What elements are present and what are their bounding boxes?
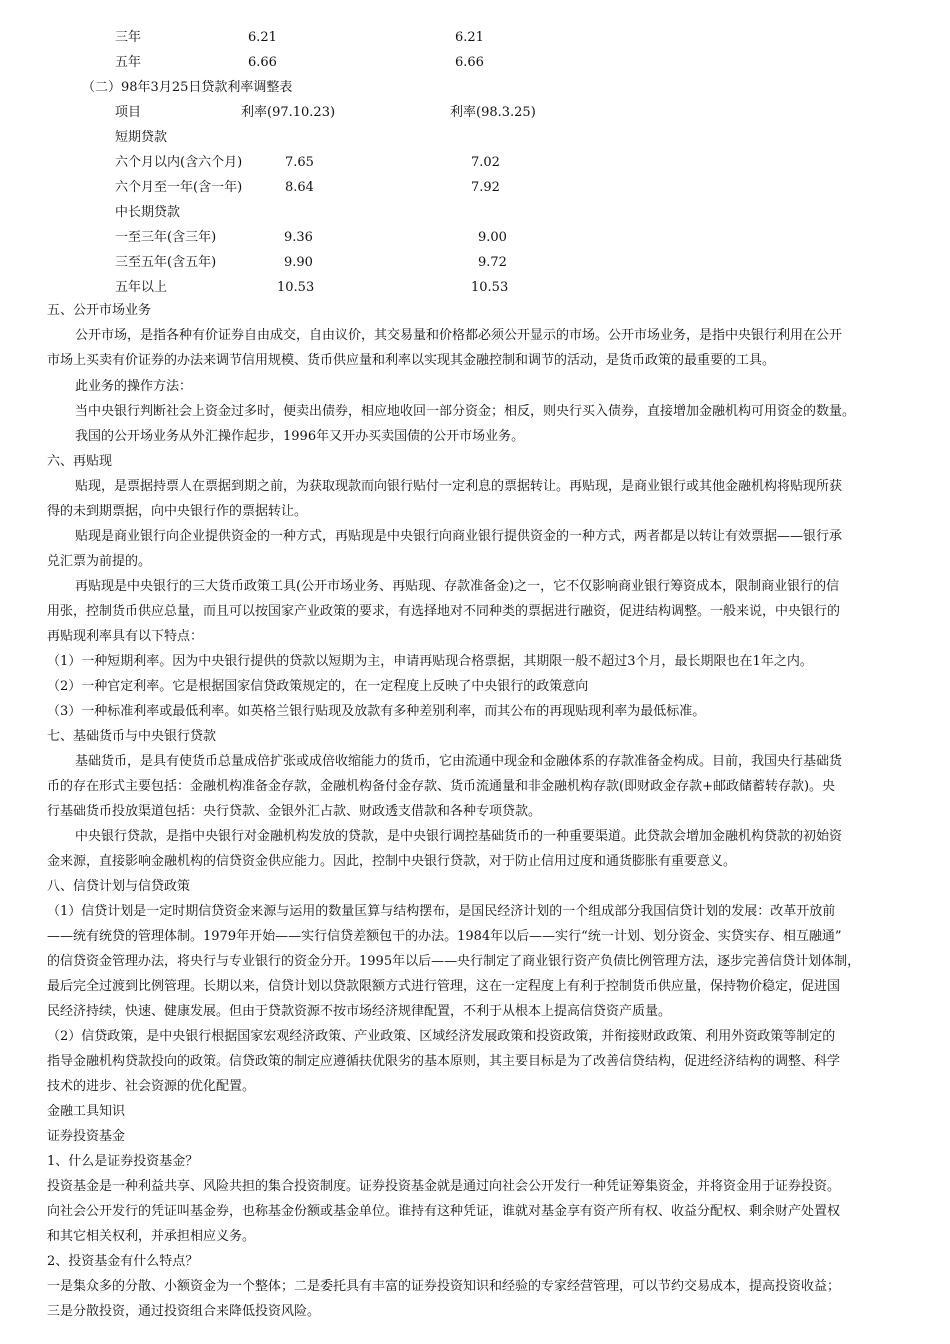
paragraph-line: 投资基金是一种利益共享、风险共担的集合投资制度。证券投资基金就是通过向社会公开发行一种凭证筹集资金，并将资金用于证券投资。 xyxy=(47,1179,841,1194)
table-caption: （二）98年3月25日贷款利率调整表 xyxy=(82,80,293,95)
paragraph-line: 我国的公开场业务从外汇操作起步，1996年又开办买卖国债的公开市场业务。 xyxy=(75,429,525,444)
section-heading: 金融工具知识 xyxy=(47,1104,126,1119)
paragraph-line: 币的存在形式主要包括：金融机构准备金存款，金融机构备付金存款、货币流通量和非金融机构存款(即财政金存款+邮政储蓄转存款)。央 xyxy=(47,779,836,794)
table-cell-term: 一至三年(含三年) xyxy=(115,230,217,245)
paragraph-line: 中央银行贷款，是指中央银行对金融机构发放的贷款，是中央银行调控基础货币的一种重要渠道。此贷款会增加金融机构贷款的初始资 xyxy=(75,829,843,844)
table-cell-term: 三至五年(含五年) xyxy=(115,255,217,270)
table-cell-old-rate: 8.64 xyxy=(285,180,314,195)
table-cell-old-rate: 7.65 xyxy=(285,155,314,170)
table-header-item: 项目 xyxy=(115,105,142,120)
list-item: （1）信贷计划是一定时期信贷资金来源与运用的数量匡算与结构摆布，是国民经济计划的一个组成部分我国信贷计划的发展：改革开放前 xyxy=(47,904,836,919)
table-group-label: 中长期贷款 xyxy=(115,205,181,220)
table-cell-new-rate: 7.92 xyxy=(471,180,500,195)
paragraph-line: 三是分散投资，通过投资组合来降低投资风险。 xyxy=(47,1304,321,1319)
list-item: （2）信贷政策，是中央银行根据国家宏观经济政策、产业政策、区域经济发展政策和投资政策，并衔接财政政策、利用外资政策等制定的 xyxy=(47,1029,836,1044)
table-cell-new-rate: 9.72 xyxy=(478,255,507,270)
paragraph-line: 贴现，是票据持票人在票据到期之前，为获取现款而向银行贴付一定利息的票据转让。再贴现，是商业银行或其他金融机构将贴现所获 xyxy=(75,479,843,494)
paragraph-line: 再贴现是中央银行的三大货币政策工具(公开市场业务、再贴现、存款准备金)之一，它不仅影响商业银行筹资成本，限制商业银行的信 xyxy=(75,579,840,594)
paragraph-line: 此业务的操作方法： xyxy=(75,379,193,394)
paragraph-line: 用张，控制货币供应总量，而且可以按国家产业政策的要求，有选择地对不同种类的票据进行融资，促进结构调整。一般来说，中央银行的 xyxy=(47,604,841,619)
table-cell-new-rate: 6.66 xyxy=(455,55,484,70)
paragraph-line: 金来源，直接影响金融机构的信贷资金供应能力。因此，控制中央银行贷款，对于防止信用过度和通货膨胀有重要意义。 xyxy=(47,854,737,869)
table-cell-term: 五年 xyxy=(115,55,142,70)
paragraph-line: 向社会公开发行的凭证叫基金券，也称基金份额或基金单位。谁持有这种凭证，谁就对基金享有资产所有权、收益分配权、剩余财产处置权 xyxy=(47,1204,841,1219)
table-cell-old-rate: 9.36 xyxy=(284,230,313,245)
section-heading: 五、公开市场业务 xyxy=(47,303,152,318)
section-heading: 八、信贷计划与信贷政策 xyxy=(47,879,191,894)
table-cell-new-rate: 10.53 xyxy=(471,280,509,295)
table-cell-term: 五年以上 xyxy=(115,280,168,295)
list-item: （2）一种官定利率。它是根据国家信贷政策规定的，在一定程度上反映了中央银行的政策意向 xyxy=(47,679,589,694)
paragraph-line: 兑汇票为前提的。 xyxy=(47,554,152,569)
section-heading: 六、再贴现 xyxy=(47,454,113,469)
table-header-new-rate: 利率(98.3.25) xyxy=(450,105,536,120)
paragraph-line: 和其它相关权利，并承担相应义务。 xyxy=(47,1229,256,1244)
table-cell-old-rate: 6.66 xyxy=(248,55,277,70)
list-item: （1）一种短期利率。因为中央银行提供的贷款以短期为主，申请再贴现合格票据，其期限一般不超过3个月，最长期限也在1年之内。 xyxy=(47,654,813,669)
paragraph-line: ——统有统贷的管理体制。1979年开始——实行信贷差额包干的办法。1984年以后——实行“统一计划、划分资金、实贷实存、相互融通” xyxy=(47,929,842,944)
table-cell-term: 六个月至一年(含一年) xyxy=(115,180,243,195)
paragraph-line: 得的未到期票据，向中央银行作的票据转让。 xyxy=(47,504,308,519)
paragraph-line: 行基础货币投放渠道包括：央行贷款、金银外汇占款、财政透支借款和各种专项贷款。 xyxy=(47,804,542,819)
table-cell-term: 六个月以内(含六个月) xyxy=(115,155,243,170)
paragraph-line: 市场上买卖有价证券的办法来调节信用规模、货币供应量和利率以实现其金融控制和调节的活动，是货币政策的最重要的工具。 xyxy=(47,353,776,368)
table-cell-old-rate: 10.53 xyxy=(277,280,315,295)
question-heading: 2、投资基金有什么特点？ xyxy=(47,1254,199,1269)
paragraph-line: 再贴现利率具有以下特点： xyxy=(47,629,204,644)
table-cell-new-rate: 9.00 xyxy=(478,230,507,245)
question-heading: 1、什么是证券投资基金？ xyxy=(47,1154,199,1169)
table-cell-old-rate: 6.21 xyxy=(248,30,277,45)
paragraph-line: 一是集众多的分散、小额资金为一个整体；二是委托具有丰富的证券投资知识和经验的专家经营管理，可以节约交易成本，提高投资收益； xyxy=(47,1279,841,1294)
paragraph-line: 贴现是商业银行向企业提供资金的一种方式，再贴现是中央银行向商业银行提供资金的一种方式，两者都是以转让有效票据——银行承 xyxy=(75,529,843,544)
paragraph-line: 的信贷资金管理办法，将央行与专业银行的资金分开。1995年以后——央行制定了商业银行资产负债比例管理方法，逐步完善信贷计划体制， xyxy=(47,954,861,969)
table-cell-new-rate: 7.02 xyxy=(471,155,500,170)
paragraph-line: 基础货币，是具有使货币总量成倍扩张或成倍收缩能力的货币，它由流通中现金和金融体系的存款准备金构成。目前，我国央行基础货 xyxy=(75,754,843,769)
table-cell-old-rate: 9.90 xyxy=(284,255,313,270)
table-group-label: 短期贷款 xyxy=(115,130,168,145)
paragraph-line: 公开市场，是指各种有价证券自由成交，自由议价，其交易量和价格都必须公开显示的市场。公开市场业务，是指中央银行利用在公开 xyxy=(75,328,843,343)
paragraph-line: 最后完全过渡到比例管理。长期以来，信贷计划以贷款限额方式进行管理，这在一定程度上有利于控制货币供应量，保持物价稳定，促进国 xyxy=(47,979,841,994)
paragraph-line: 民经济持续，快速、健康发展。但由于贷款资源不按市场经济规律配置，不利于从根本上提高信贷资产质量。 xyxy=(47,1004,672,1019)
paragraph-line: 指导金融机构贷款投向的政策。信贷政策的制定应遵循扶优限劣的基本原则，其主要目标是为了改善信贷结构，促进经济结构的调整、科学 xyxy=(47,1054,841,1069)
paragraph-line: 技术的进步、社会资源的优化配置。 xyxy=(47,1079,256,1094)
paragraph-line: 当中央银行判断社会上资金过多时，便卖出债券，相应地收回一部分资金；相反，则央行买入债券，直接增加金融机构可用资金的数量。 xyxy=(75,404,856,419)
list-item: （3）一种标准利率或最低利率。如英格兰银行贴现及放款有多种差别利率，而其公布的再现贴现利率为最低标准。 xyxy=(47,704,706,719)
section-heading: 证券投资基金 xyxy=(47,1129,126,1144)
table-header-old-rate: 利率(97.10.23) xyxy=(241,105,336,120)
table-cell-term: 三年 xyxy=(115,30,142,45)
table-cell-new-rate: 6.21 xyxy=(455,30,484,45)
section-heading: 七、基础货币与中央银行贷款 xyxy=(47,729,217,744)
